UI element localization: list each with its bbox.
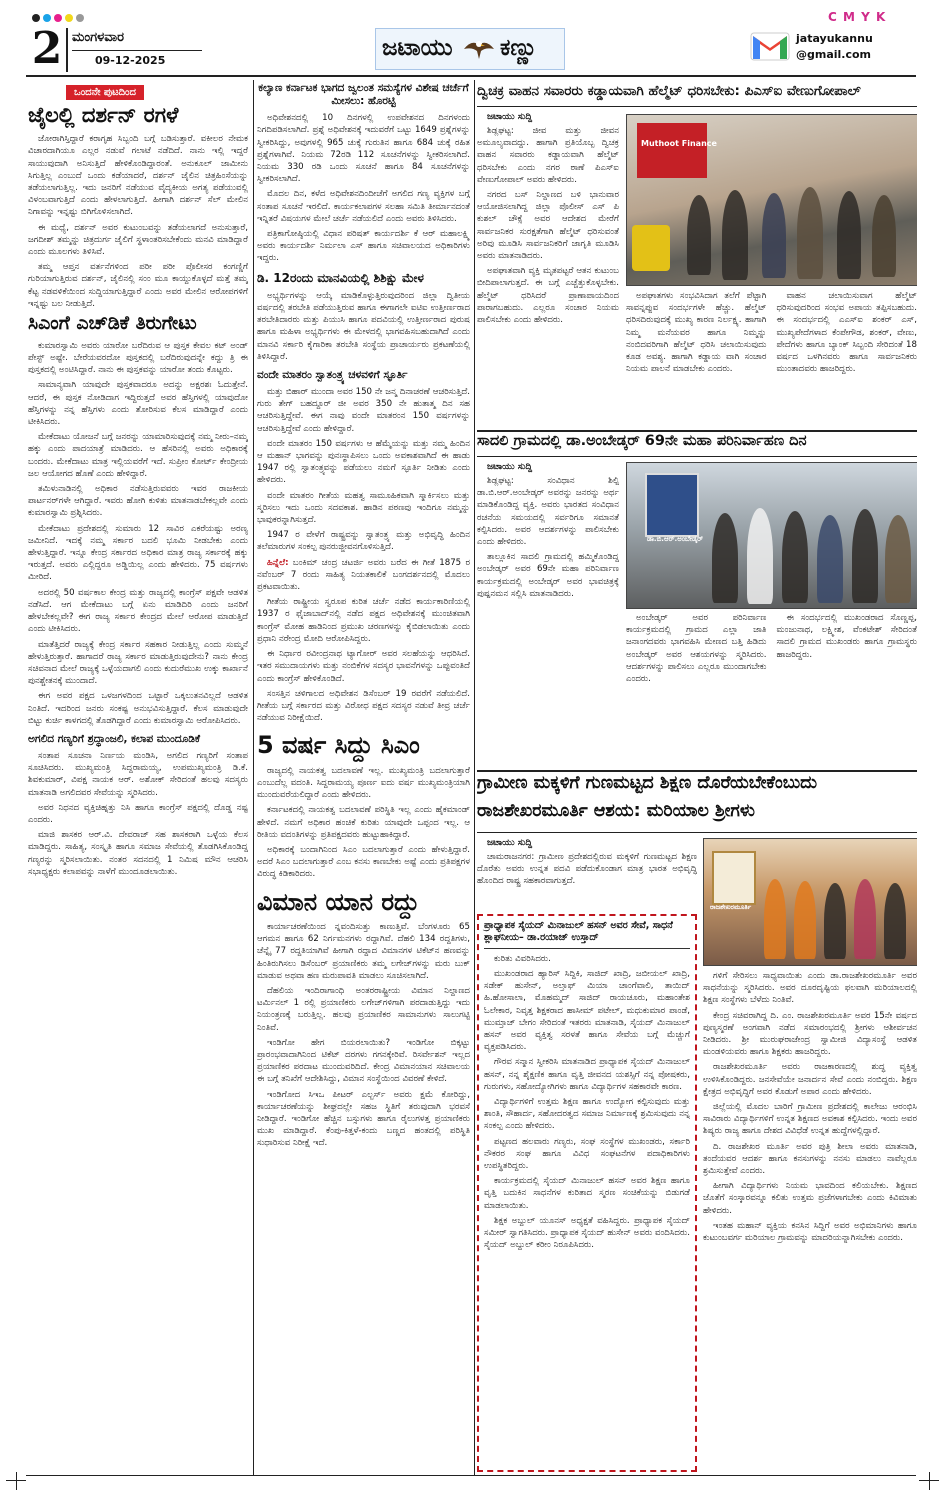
paragraph: ಅಪಘಾತವಾಗಿ ವ್ಯಕ್ತಿ ಮೃತಪಟ್ಟರೆ ಆತನ ಕುಟುಂಬ ಬೀದಿಪಾಲಾಗುತ್ತದೆ. ಈ ಬಗ್ಗೆ ಎಚ್ಚೆತ್ತುಕೊಳ್ಳಬೇಕು. ಹೆಲ್ಮೆಟ್ ಧರಿಸಿದರೆ ಪ್ರಾಣಾಪಾಯದಿಂದ ಪಾರಾಗಬಹುದು. ಎಲ್ಲರೂ ಸಂಚಾರ ನಿಯಮ ಪಾಲಿಸಬೇಕು ಎಂದು ಹೇಳಿದರು.	[477, 266, 619, 326]
byline: ಜಟಾಯು ಸುದ್ದಿ	[487, 838, 533, 848]
headline-education-1: ಗ್ರಾಮೀಣ ಮಕ್ಕಳಿಗೆ ಗುಣಮಟ್ಟದ ಶಿಕ್ಷಣ ದೊರೆಯಬೇಕೆಂಬುದು	[477, 773, 818, 793]
ambedkar-photo	[626, 462, 917, 609]
ambedkar-text-left	[477, 460, 619, 765]
paragraph: ಗೀತೆಯ ರಾಷ್ಟ್ರೀಯ ಸ್ವರೂಪ ಕುರಿತ ಚರ್ಚೆ ನಡೆದ ಕಾರ್ಯಕಾರಿಣಿಯಲ್ಲಿ 1937 ರ ಫೈಜಾಬಾದ್‌ನಲ್ಲಿ ನಡೆದ ಪಕ್ಷದ ಅಧಿವೇಶನಕ್ಕೆ ಮುಂಚಿತವಾಗಿ ಕಾಂಗ್ರೆಸ್ ಮೋಹ ಹಾಡಿನಿಂದ ಪ್ರಮುಖ ಚರಣಗಳನ್ನು ಕೈಬಿಡಲಾಯಿತು ಎಂದು ಪ್ರಧಾನಿ ನರೇಂದ್ರ ಮೋದಿ ಆರೋಪಿಸಿದ್ದರು.	[257, 597, 470, 644]
paragraph: ಮೇಕೆದಾಟು ಯೋಜನೆ ಬಗ್ಗೆ ಜನರನ್ನು ಯಾಮಾರಿಸುವುದಕ್ಕೆ ನಮ್ಮ ನೀರು–ನಮ್ಮ ಹಕ್ಕು ಎಂದು ಪಾದಯಾತ್ರೆ ಮಾಡಿದರು. ಆ ಹೆಸರಿನಲ್ಲಿ ಅವರು ಅಧಿಕಾರಕ್ಕೆ ಬಂದರು. ಮೇಕೆದಾಟು ಮಾತ್ರ ಇಲ್ಲಿಯವರೆಗೆ ಇದೆ. ಸುಪ್ರೀಂ ಕೋರ್ಟ್ ಕೇಂದ್ರೀಯ ಜಲ ಆಯೋಗದ ಹೊಣೆ ಎಂದು ಹೇಳಿದ್ದಾರೆ.	[28, 432, 248, 479]
headline-flights-cancelled: ವಿಮಾನ ಯಾನ ರದ್ದು	[257, 887, 420, 916]
logo	[375, 28, 565, 70]
headline-siddu-cm: 5 ವರ್ಷ ಸಿದ್ದು ಸಿಎಂ	[257, 731, 420, 760]
ambedkar-text-bottom	[626, 612, 917, 762]
logo-text-right: ಕಣ್ಣು	[500, 35, 538, 61]
headline-ambedkar: ಸಾದಲಿ ಗ್ರಾಮದಲ್ಲಿ ಡಾ.ಅಂಬೇಡ್ಕರ್ 69ನೇ ಮಹಾ ಪರಿನಿರ್ವಾಹಣ ದಿನ	[477, 433, 807, 449]
photo-caption: ರಾಜಶೇಖರಮೂರ್ತಿ	[710, 903, 752, 911]
paragraph: ಮೊದಲ ದಿನ, ಕಳೆದ ಅಧಿವೇಶನದಿಂದೀಚೆಗೆ ಅಗಲಿದ ಗಣ್ಯ ವ್ಯಕ್ತಿಗಳ ಬಗ್ಗೆ ಸಂತಾಪ ಸೂಚನೆ ಇರಲಿದೆ. ಕಾರ್ಯಕಲಾಪಗಳ ಸಲಹಾ ಸಮಿತಿ ತೀರ್ಮಾನದಂತೆ ಇನ್ನಿತರೆ ವಿಷಯಗಳ ಮೇಲೆ ಚರ್ಚೆ ನಡೆಯಲಿದೆ ಎಂದು ಅವರು ತಿಳಿಸಿದರು.	[257, 189, 470, 224]
registration-dots	[32, 13, 94, 23]
paragraph: ಅದರಲ್ಲಿ 50 ವರ್ಷಕಾಲ ಕೇಂದ್ರ ಮತ್ತು ರಾಜ್ಯದಲ್ಲಿ ಕಾಂಗ್ರೆಸ್ ಪಕ್ಷವೇ ಆಡಳಿತ ನಡೆಸಿದೆ. ಆಗ ಮೇಕೆದಾಟು ಬಗ್ಗೆ ಏನು ಮಾಡಿದಿರಿ ಎಂದು ಜನರಿಗೆ ಹೇಳಬೇಕಲ್ಲವೇ? ಈಗ ರಾಜ್ಯ ಸರ್ಕಾರ ಕೇಂದ್ರದ ಮೇಲೆ ಆರೋಪ ಮಾಡುತ್ತಿದೆ ಎಂದು ಟೀಕಿಸಿದರು.	[28, 587, 248, 635]
paragraph: ಇಂಡಿಗೋ ಹೇಗ ಬಿಯರಲಾಯಿತು? ಇಂಡಿಗೋ ಬಿಕ್ಕಟ್ಟು ಪ್ರಾರಂಭವಾದಾಗಿನಿಂದ ಟಿಕೆಟ್ ದರಗಳು ಗಗನಕ್ಕೇರಿವೆ. ರಿಸರ್ವೇಶನ್ ಇಲ್ಲದ ಪ್ರಯಾಣಿಕರ ಪರದಾಟ ಮುಂದುವರಿದಿದೆ. ಕೇಂದ್ರ ವಿಮಾನಯಾನ ಸಚಿವಾಲಯ ಈ ಬಗ್ಗೆ ತನಿಖೆಗೆ ಆದೇಶಿಸಿದ್ದು, ವಿಮಾನ ಸಂಸ್ಥೆಯಿಂದ ವಿವರಣೆ ಕೇಳಿದೆ.	[257, 1037, 470, 1085]
headline-kalyana: ಕಲ್ಯಾಣ ಕರ್ನಾಟಕ ಭಾಗದ ಜ್ವಲಂತ ಸಮಸ್ಯೆಗಳ ವಿಶೇಷ ಚರ್ಚೆಗೆ ಮೀಸಲು: ಹೊರಟ್ಟಿ	[258, 82, 469, 108]
paragraph: ಹೀಗಾಗಿ ವಿದ್ಯಾರ್ಥಿಗಳು ನಿಯಮ ಭಾವದಿಂದ ಕಲಿಯಬೇಕು. ಶಿಕ್ಷಣದ ಜೊತೆಗೆ ಸಂಸ್ಕಾರವನ್ನೂ ಕಲಿತು ಉತ್ತಮ ಪ್ರಜೆಗಳಾಗಬೇಕು ಎಂದು ಕಿವಿಮಾತು ಹೇಳಿದರು.	[703, 1181, 917, 1216]
photo-caption: Muthoot Finance	[641, 139, 717, 148]
paragraph: ಅಭ್ಯರ್ಥಿಗಳನ್ನು ಆಯ್ಕೆ ಮಾಡಿಕೊಳ್ಳುತ್ತಿರುವುದರಿಂದ ಜಿಲ್ಲಾ ದ್ವಿತೀಯ ವರ್ಷದಲ್ಲಿ ತರಬೇತಿ ಪಡೆಯುತ್ತಿರುವ ಹಾಗೂ ಈಗಾಗಲೇ ಐಟಿಐ ಉತ್ತೀರ್ಣರಾದ ತರಬೇತಿದಾರರು ಮತ್ತು ಪಿಯುಸಿ ಹಾಗೂ ಪದವಿಯಲ್ಲಿ ಉತ್ತೀರ್ಣರಾದ ಪುರುಷ ಹಾಗೂ ಮಹಿಳಾ ಅಭ್ಯರ್ಥಿಗಳು ಈ ಮೇಳದಲ್ಲಿ ಭಾಗವಹಿಸಬಹುದಾಗಿದೆ ಎಂದು ಮಾನವಿ ಸರ್ಕಾರಿ ಕೈಗಾರಿಕಾ ತರಬೇತಿ ಸಂಸ್ಥೆಯ ಪ್ರಾಚಾರ್ಯರು ಪ್ರಕಟಣೆಯಲ್ಲಿ ತಿಳಿಸಿದ್ದಾರೆ.	[257, 290, 470, 362]
byline: ಜಟಾಯು ಸುದ್ದಿ	[487, 112, 533, 122]
page-number: 2	[31, 23, 63, 74]
headline-helmet: ದ್ವಿಚಕ್ರ ವಾಹನ ಸವಾರರು ಕಡ್ಡಾಯವಾಗಿ ಹೆಲ್ಮೆಟ್ ಧರಿಸಬೇಕು: ಪಿಎಸ್‌ಐ ವೇಣುಗೋಪಾಲ್	[477, 83, 861, 99]
paragraph: ಅಧಿಕಾರಕ್ಕೆ ಬಂದಾಗಿನಿಂದ ಸಿಎಂ ಬದಲಾಗುತ್ತಾರೆ ಎಂದು ಹೇಳುತ್ತಿದ್ದಾರೆ. ಅದರೆ ಸಿಎಂ ಬದಲಾಗುತ್ತಾರೆ ಎಂಬ ಕನಸು ಕಾಣಬೇಕು ಅಷ್ಟೆ ಎಂದು ಪ್ರತಿಪಕ್ಷಗಳ ವಿರುದ್ಧ ಕಿಡಿಕಾರಿದರು.	[257, 844, 470, 880]
mariyala-intro	[477, 836, 697, 910]
paragraph: ರಾಜ್ಯದಲ್ಲಿ ನಾಯಕತ್ವ ಬದಲಾವಣೆ ಇಲ್ಲ. ಮುಖ್ಯಮಂತ್ರಿ ಬದಲಾಗುತ್ತಾರೆ ಎಂಬುದೆಲ್ಲ ವದಂತಿ. ಸಿದ್ದರಾಮಯ್ಯ ಪೂರ್ಣ ಐದು ವರ್ಷ ಮುಖ್ಯಮಂತ್ರಿಯಾಗಿ ಮುಂದುವರೆಯಲಿದ್ದಾರೆ ಎಂದು ಹೇಳಿದರು.	[257, 765, 470, 801]
paragraph: ಮಾಜಿ ಶಾಸಕರ ಆರ್.ವಿ. ದೇವರಾಜ್ ಸಹ ಶಾಸಕರಾಗಿ ಒಳ್ಳೆಯ ಕೆಲಸ ಮಾಡಿದ್ದರು. ಸಾಹಿತ್ಯ, ಸಂಸ್ಕೃತಿ ಹಾಗೂ ಸಮಾಜ ಸೇವೆಯಲ್ಲಿ ತೊಡಗಿಸಿಕೊಂಡಿದ್ದ ಗಣ್ಯರನ್ನು ಸ್ಮರಿಸಲಾಯಿತು. ನಂತರ ಸದನದಲ್ಲಿ 1 ನಿಮಿಷ ಮೌನ ಆಚರಿಸಿ ಸಭಾಧ್ಯಕ್ಷರು ಕಲಾಪವನ್ನು ನಾಳೆಗೆ ಮುಂದೂಡಲಾಯಿತು.	[28, 830, 248, 877]
paragraph: ಅಪಘಾತಗಳು ಸಂಭವಿಸಿದಾಗ ತಲೆಗೆ ಪೆಟ್ಟಾಗಿ ಸಾವನ್ನಪ್ಪುವ ಸಂದರ್ಭಗಳೇ ಹೆಚ್ಚು. ಹೆಲ್ಮೆಟ್ ಧರಿಸದಿರುವುದಕ್ಕೆ ಮುಖ್ಯ ಕಾರಣ ನಿರ್ಲಕ್ಷ್ಯ. ಹಾಗಾಗಿ ನಿಮ್ಮ ಮನೆಯವರ ಹಾಗೂ ನಿಮ್ಮನ್ನು ನಂಬಿದವರಿಗಾಗಿ ಹೆಲ್ಮೆಟ್ ಧರಿಸಿ ಚಲಾಯಿಸುವುದು ಕೂಡ ಅವಶ್ಯ. ಹಾಗಾಗಿ ಕಡ್ಡಾಯ ವಾಗಿ ಸಂಚಾರ ನಿಯಮ ಪಾಲನೆ ಮಾಡಬೇಕು ಎಂದರು.	[626, 291, 767, 375]
email-user[interactable]: jatayukannu	[796, 32, 873, 45]
paragraph: ಕುರಿತು ವಿವರಿಸಿದರು.	[494, 953, 551, 964]
logo-text-left: ಜಟಾಯು	[382, 35, 453, 61]
boxed-headline: ಪ್ರಾಧ್ಯಾಪಕ ಸೈಯದ್ ಮಿನಾಜುಲ್ ಹಸನ್ ಅವರ ಸೇವೆ, ಸಾಧನೆ ಶ್ಲಾಘನೀಯ– ಡಾ.ರಯಾಜ್ ಉಸ್ತಾದ್	[484, 920, 690, 949]
paragraph: ಪಟ್ಟಣದ ಹಲವಾರು ಗಣ್ಯರು, ಸಂಘ ಸಂಸ್ಥೆಗಳ ಮುಖಂಡರು, ಸರ್ಕಾರಿ ನೌಕರರ ಸಂಘ ಹಾಗೂ ವಿವಿಧ ಸಂಘಟನೆಗಳ ಪದಾಧಿಕಾರಿಗಳು ಉಪಸ್ಥಿತರಿದ್ದರು.	[484, 1136, 690, 1171]
paragraph-inline: ಬಂಕಿಮ್ ಚಂದ್ರ ಚಟರ್ಜಿ ಅವರು ಬರೆದ ಈ ಗೀತೆ 1875 ರ ನವೆಂಬರ್ 7 ರಂದು ಸಾಹಿತ್ಯ ನಿಯತಕಾಲಿಕೆ ಬಂಗದರ್ಶನದಲ್ಲಿ ಮೊದಲು ಪ್ರಕಟವಾಯಿತು.	[257, 557, 470, 593]
boxed-article	[477, 914, 697, 1472]
headline-tributes: ಅಗಲಿದ ಗಣ್ಯರಿಗೆ ಶ್ರದ್ಧಾಂಜಲಿ, ಕಲಾಪ ಮುಂದೂಡಿಕೆ	[28, 732, 201, 745]
headline-apprentice-fair: ಡಿ. 12ರಂದು ಮಾನವಿಯಲ್ಲಿ ಶಿಶಿಕ್ಷು ಮೇಳ	[257, 270, 424, 285]
paragraph: ಸಂತಾಪ ಸೂಚನಾ ನಿರ್ಣಯ ಮಂಡಿಸಿ, ಅಗಲಿದ ಗಣ್ಯರಿಗೆ ಸಂತಾಪ ಸೂಚಿಸಿದರು. ಮುಖ್ಯಮಂತ್ರಿ ಸಿದ್ದರಾಮಯ್ಯ, ಉಪಮುಖ್ಯಮಂತ್ರಿ ಡಿ.ಕೆ. ಶಿವಕುಮಾರ್, ವಿಪಕ್ಷ ನಾಯಕ ಆರ್. ಅಶೋಕ್ ಸೇರಿದಂತೆ ಹಲವು ಸದಸ್ಯರು ಮಾತನಾಡಿ ಅಗಲಿದವರ ಸೇವೆಯನ್ನು ಸ್ಮರಿಸಿದರು.	[28, 751, 248, 798]
email-domain[interactable]: @gmail.com	[796, 48, 872, 61]
kicker-badge: ಒಂದನೇ ಪುಟದಿಂದ	[66, 85, 144, 100]
crop-mark	[16, 1472, 17, 1490]
background-label: ಹಿನ್ನೆಲೆ:	[267, 557, 289, 568]
paragraph: ತಮಿಳುನಾಡಿನಲ್ಲಿ ಅಧಿಕಾರ ನಡೆಸುತ್ತಿರುವವರು ಇವರ ರಾಜಕೀಯ ಪಾರ್ಟನರ್‌ಗಳೇ ಆಗಿದ್ದಾರೆ. ಇವರು ಹೋಗಿ ಕುಳಿತು ಮಾತನಾಡಬೇಕಲ್ಲವೇ ಎಂದು ಕುಮಾರಸ್ವಾಮಿ ಪ್ರಶ್ನಿಸಿದರು.	[28, 484, 248, 519]
paragraph: ಇಂಡಿಗೋದ ಸಿಇಒ ಪೀಟರ್ ಎಲ್ಬರ್ಸ್ ಅವರು ಕ್ಷಮೆ ಕೋರಿದ್ದು, ಕಾರ್ಯಾಚರಣೆಯನ್ನು ಶೀಘ್ರದಲ್ಲೇ ಸಹಜ ಸ್ಥಿತಿಗೆ ತರುವುದಾಗಿ ಭರವಸೆ ನೀಡಿದ್ದಾರೆ. ಇಂಡಿಗೋ ಹೆಚ್ಚಿನ ಬಸ್ಸುಗಳು ಹಾಗೂ ರೈಲುಗಳತ್ತ ಪ್ರಯಾಣಿಕರು ಮುಖ ಮಾಡಿದ್ದಾರೆ. ಕೆಂಪು-ಕಿತ್ತಳೆ-ಕಂದು ಬಣ್ಣದ ಹಂತದಲ್ಲಿ ಪರಿಸ್ಥಿತಿ ಸುಧಾರಿಸುವ ನಿರೀಕ್ಷೆ ಇದೆ.	[257, 1089, 470, 1149]
paragraph: ಮೇಕೆದಾಟು ಪ್ರದೇಶದಲ್ಲಿ ಸುಮಾರು 12 ಸಾವಿರ ಎಕರೆಯಷ್ಟು ಅರಣ್ಯ ಜಮೀನಿದೆ. ಇದಕ್ಕೆ ನಮ್ಮ ಸರ್ಕಾರ ಬದಲಿ ಭೂಮಿ ನೀಡಬೇಕು ಎಂದು ಹೇಳುತ್ತಿದ್ದಾರೆ. ಇನ್ನೂ ಕೇಂದ್ರ ಸರ್ಕಾರದ ಅಧಿಕಾರ ಮಾತ್ರ ರಾಜ್ಯ ಸರ್ಕಾರಕ್ಕೆ ಹಕ್ಕು ಇರುತ್ತದೆ. ಅವರು ಎಲ್ಲಿದ್ದರೂ ಅಡ್ಡಿಯಿಲ್ಲ ಎಂದು ಹೇಳಿದರು. 75 ವರ್ಷಗಳು ಮೀರಿದೆ.	[28, 523, 248, 583]
masthead-rule	[26, 75, 916, 77]
paragraph: 1947 ರ ವೇಳೆಗೆ ರಾಷ್ಟ್ರವನ್ನು ಸ್ವಾತಂತ್ರ್ಯ ಮತ್ತು ಅಭಿವೃದ್ಧಿ ಹಿಂದಿನ ತಲೆಮಾರುಗಳ ಸಂಕಲ್ಪ ಪುನರುಜ್ಜೀವನಗೊಳಿಸುತ್ತಿದೆ.	[257, 530, 470, 553]
paragraph: ಕಾರ್ಯಾಚರಣೆಯಿಂದ ನ್ನವಂದಿಸುತ್ತು ಕಾಣುತ್ತಿವೆ. ಬೆಂಗಳೂರು 65 ಆಗಮನ ಹಾಗೂ 62 ನಿರ್ಗಮನಗಳು ರದ್ದಾಗಿವೆ. ದೆಹಲಿ 134 ರದ್ದತಿಗಳು, ಚೆನ್ನೈ 77 ರದ್ದತಿಯಾಗಿವೆ ಹೀಗಾಗಿ ರದ್ದಾದ ವಿಮಾನಗಳ ಟಿಕೆಟ್‌ನ ಹಣವನ್ನು ಹಿಂತಿರುಗಿಸಲು ಡಿಸೆಂಬರ್ ಪ್ರಯಾಣಿಕರು ತಮ್ಮ ಲಗೇಜ್‌ಗಳನ್ನು ಮರು ಬುಕ್ ಮಾಡುವ ಅಥವಾ ಹಣ ಮರುಪಾವತಿ ಮಾಡಲು ಸೂಚಿಸಲಾಗಿದೆ.	[257, 921, 470, 981]
paragraph: ತಮ್ಮ ಆಪ್ತನ ವರ್ತನೆಗಳಿಂದ ಪರೀ ಪರೀ ಪೊಲೀಸರ ಕಂಗಣ್ಣಿಗೆ ಗುರಿಯಾಗುತ್ತಿರುವ ದರ್ಶನ್, ಜೈಲಿನಲ್ಲಿ ಸಂಂ ಮೂ ಕಾಯ್ದುಕೊಳ್ಳದೆ ಮತ್ತೆ ತಮ್ಮ ಕೆಟ್ಟ ನಡವಳಿಕೆಯಿಂದ ಸುದ್ದಿಯಾಗುತ್ತಿದ್ದಾರೆ ಎಂದು ಅವರ ಮೇಲಿನ ಆರೋಪಗಳಿಗೆ ಇನ್ನಷ್ಟು ಬಲ ನೀಡುತ್ತಿದೆ.	[28, 262, 248, 309]
paragraph: ನಗರದ ಬಸ್ ನಿಲ್ದಾಣದ ಬಳಿ ಭಾನುವಾರ ಆಯೋಜಿಸಲಾಗಿದ್ದ ಜಿಲ್ಲಾ ಪೊಲೀಸ್ ಎಸ್ ಪಿ ಕುಶಲ್ ಚೌಕ್ಸೆ ಅವರ ಆದೇಶದ ಮೇರೆಗೆ ಸಾರ್ವಜನಿಕರ ಸುರಕ್ಷತೆಗಾಗಿ ಹೆಲ್ಮೆಟ್ ಧರಿಸುವಂತೆ ಅರಿವು ಮೂಡಿಸಿ ಸಾರ್ವಜನಿಕರಿಗೆ ಜಾಗೃತಿ ಮೂಡಿಸಿ ಅವರು ಮಾತನಾಡಿದರು.	[477, 190, 619, 262]
headline-hdk: ಸಿಎಂಗೆ ಎಚ್‌ಡಿಕೆ ತಿರುಗೇಟು	[28, 311, 197, 334]
byline: ಜಟಾಯು ಸುದ್ದಿ	[487, 462, 533, 472]
paragraph: ದಿ. ರಾಜಶೇಖರ ಮೂರ್ತಿ ಅವರ ಪುತ್ರಿ ಶೀಲಾ ಅವರು ಮಾತನಾಡಿ, ತಂದೆಯವರ ಆದರ್ಶ ಹಾಗೂ ಕನಸುಗಳನ್ನು ನನಸು ಮಾಡಲು ನಾವೆಲ್ಲರೂ ಶ್ರಮಿಸುತ್ತೇವೆ ಎಂದರು.	[703, 1141, 917, 1177]
paragraph: ಈ ನಿರ್ಧಾರ ರವೀಂದ್ರನಾಥ ಟ್ಯಾಗೋರ್ ಅವರ ಸಲಹೆಯನ್ನು ಆಧರಿಸಿದೆ. ಇತರ ಸಮುದಾಯಗಳು ಮತ್ತು ನಂಬಿಕೆಗಳ ಸದಸ್ಯರ ಭಾವನೆಗಳನ್ನು ಒಪ್ಪುವಂತಿದೆ ಎಂದು ಕಾಂಗ್ರೆಸ್ ಹೇಳಿಕೊಂಡಿದೆ.	[257, 649, 470, 684]
headline-vande-mataram: ವಂದೇ ಮಾತರಂ ಸ್ವಾತಂತ್ರ್ಯ ಚಳವಳಿಗೆ ಸ್ಫೂರ್ತಿ	[257, 368, 408, 381]
paragraph: ಜೋರಾಗಿಸ್ತಿದ್ದಾರೆ ಕರಾಗೃಹ ಸಿಬ್ಬಂದಿ ಬಗ್ಗೆ ಬಡಿಸುತ್ತಾರೆ. ವಕೀಲರ ನೇಮಕ ವಿಚಾರದಾಗಿಯೂ ಎಲ್ಲರ ನಡುವೆ ಗಲಾಟೆ ನಡೆದಿದೆ. ನಾನು ಇಲ್ಲಿ ಇದ್ದರೆ ಸಾಯುವುದಾಗಿ ಅನಿಸುತ್ತಿದೆ ಹೇಳಿಕೊಂಡಿದ್ದಾರಂತೆ. ಅನುಕೂಲ್ ಜಾಮೀನು ಸಿಗುತ್ತಿಲ್ಲ ಎಂಬುದೆ ಒಂದು ಕಡೆಯಾದರೆ, ದರ್ಶನ್ ಜೈಲಿನ ಚಿತ್ರಹಿಂಸೆಯನ್ನು ತಡೆಯಲಾಗುತ್ತಿಲ್ಲ. ಇದು ಜನರಿಗೆ ನಡೆಯುವ ವೈದ್ಯಕೀಯ ಅಗತ್ಯ ಪಡೆಯುವಲ್ಲಿ ವಿಳಂಬವಾಗುತ್ತಿದೆ ಎಂದು ಹೇಳಲಾಗುತ್ತಿದೆ. ಹೀಗಾಗಿ ದರ್ಶನ್ ಸೆಲ್ ಮೇಲಿನ ನಿಗಾವನ್ನು ಇನ್ನಷ್ಟು ಬಿಗಿಗೊಳಿಸಲಾಗಿದೆ.	[28, 134, 248, 218]
column-3	[477, 80, 917, 1472]
gmail-icon	[750, 30, 790, 62]
paragraph: ಸಾಮಾನ್ಯವಾಗಿ ಯಾವುದೇ ಪುಸ್ತಕವಾದರೂ ಅದನ್ನು ಅಕ್ಷರಶಃ ಓದುತ್ತೇನೆ. ಆದರೆ, ಈ ಪುಸ್ತಕ ನೋಡಿದಾಗ ಇದ್ದಿರುತ್ತದೆ ಅವರ ಹೆಸ್ತಿಗಳಲ್ಲಿ ಯಾವುದೋ ಹೆಸ್ತಿಗಳನ್ನು ನನ್ನ ಹೆಸ್ತಿಗಳು ಎಂದು ತೋರಿಸುವ ಕೆಲಸ ಮಾಡಿದ್ದಾರೆ ಎಂದು ಟೀಕಿಸಿದರು.	[28, 380, 248, 428]
paragraph: ಶಿಕ್ಷಕ ಅಬ್ದುಲ್ ಯೂನಸ್ ಅಧ್ಯಕ್ಷತೆ ವಹಿಸಿದ್ದರು. ಪ್ರಾಧ್ಯಾಪಕ ಸೈಯದ್ ಸಮೀರ್ ಸ್ವಾಗತಿಸಿದರು. ಪ್ರಾಧ್ಯಾಪಕ ಸೈಯದ್ ಹುಸೇನ್ ಅವರು ವಂದಿಸಿದರು. ಸೈಯದ್ ಅಬ್ದುಲ್ ಕರೀಂ ನಿರೂಪಿಸಿದರು.	[484, 1215, 690, 1251]
paragraph: ರಾಜಶೇಖರಮೂರ್ತಿ ಅವರು ರಾಜಕಾರಣದಲ್ಲಿ ಶುದ್ಧ ವ್ಯಕ್ತಿತ್ವ ಉಳಿಸಿಕೊಂಡಿದ್ದರು. ಜನಸೇವೆಯೇ ಜನಾರ್ದನ ಸೇವೆ ಎಂದು ನಂಬಿದ್ದರು. ಶಿಕ್ಷಣ ಕ್ಷೇತ್ರದ ಅಭಿವೃದ್ಧಿಗೆ ಅವರ ಕೊಡುಗೆ ಅಪಾರ ಎಂದು ಹೇಳಿದರು.	[703, 1062, 917, 1097]
paragraph: ಶಿಡ್ಲಘಟ್ಟ: ಜೀವ ಮತ್ತು ಜೀವನ ಅಮೂಲ್ಯವಾದದ್ದು. ಹಾಗಾಗಿ ಪ್ರತಿಯೊಬ್ಬ ದ್ವಿಚಕ್ರ ವಾಹನ ಸವಾರರು ಕಡ್ಡಾಯವಾಗಿ ಹೆಲ್ಮೆಟ್ ಧರಿಸಬೇಕು ಎಂದು ನಗರ ಠಾಣೆ ಪಿಎಸ್‌ಐ ವೇಣುಗೋಪಾಲ್ ಅವರು ಹೇಳಿದರು.	[477, 126, 619, 185]
paragraph: ಗಳಿಗೆ ಸೇರಿಸಲು ಸಾಧ್ಯವಾಯಿತು ಎಂದು ಡಾ.ರಾಜಶೇಖರಮೂರ್ತಿ ಅವರ ಸಾಧನೆಯನ್ನು ಸ್ಮರಿಸಿದರು. ಅವರ ದೂರದೃಷ್ಟಿಯ ಫಲವಾಗಿ ಮರಿಯಾಲದಲ್ಲಿ ಶಿಕ್ಷಣ ಸಂಸ್ಥೆಗಳು ಬೆಳೆದು ನಿಂತಿವೆ.	[703, 971, 917, 1006]
weekday: ಮಂಗಳವಾರ	[72, 30, 125, 45]
headline-darshan: ಜೈಲಲ್ಲಿ ದರ್ಶನ್ ರಗಳೆ	[28, 103, 179, 127]
paragraph: ಮತ್ತು ಬಿಹಾರ್ ಮುಂದಾ ಅವರ 150 ನೇ ಜನ್ಮ ದಿನಾಚರಣೆ ಆಚರಿಸುತ್ತಿದೆ. ಗುರು ತೇಗ್ ಬಹದ್ದೂರ್ ಜೀ ಅವರ 350 ನೇ ಹುತಾತ್ಮ ದಿನ ಸಹ ಆಚರಿಸುತ್ತಿದ್ದೇವೆ. ಈಗ ನಾವು ವಂದೇ ಮಾತರಂನ 150 ವರ್ಷಗಳನ್ನು ಆಚರಿಸುತ್ತಿದ್ದೇವೆ ಎಂದು ಹೇಳಿದ್ದಾರೆ.	[257, 387, 470, 434]
paragraph: ಪತ್ರಿಕಾಗೋಷ್ಠಿಯಲ್ಲಿ ವಿಧಾನ ಪರಿಷತ್ ಕಾರ್ಯದರ್ಶಿ ಕೆ ಆರ್ ಮಹಾಲಕ್ಷ್ಮಿ ಅವರು ಕಾರ್ಯದರ್ಶಿ ನಿರ್ಮಲಾ ಎಸ್ ಹಾಗೂ ಸಚಿವಾಲಯದ ಅಧಿಕಾರಿಗಳು ಇದ್ದರು.	[257, 229, 470, 264]
paragraph: ವಂದೇ ಮಾತರಂ 150 ವರ್ಷಗಳು ಆ ಹೆಮ್ಮೆಯನ್ನು ಮತ್ತು ನಮ್ಮ ಹಿಂದಿನ ಆ ಮಹಾನ್ ಭಾಗವನ್ನು ಪುನಃಸ್ಥಾಪಿಸಲು ಒಂದು ಅವಕಾಶವಾಗಿದೆ ಈ ಹಾಡು 1947 ರಲ್ಲಿ ಸ್ವಾತಂತ್ರ್ಯವನ್ನು ಪಡೆಯಲು ನಮಗೆ ಸ್ಫೂರ್ತಿ ನೀಡಿತು ಎಂದು ಹೇಳಿದರು.	[257, 438, 470, 486]
eagle-icon	[462, 35, 496, 63]
cmyk-label: C M Y K	[828, 10, 887, 24]
column-2	[257, 80, 470, 1472]
mariyala-photo	[703, 838, 917, 966]
headline-education-2: ರಾಜಶೇಖರಮೂರ್ತಿ ಆಶಯ: ಮರಿಯಾಲ ಶ್ರೀಗಳು	[477, 801, 755, 821]
helmet-text-bottom	[626, 290, 917, 425]
paragraph: ಕೇಂದ್ರ ಸಚಿವರಾಗಿದ್ದ ದಿ. ಎಂ. ರಾಜಶೇಖರಮೂರ್ತಿ ಅವರ 15ನೇ ವರ್ಷದ ಪುಣ್ಯಸ್ಮರಣೆ ಅಂಗವಾಗಿ ನಡೆದ ಸಮಾರಂಭದಲ್ಲಿ ಶ್ರೀಗಳು ಆಶೀರ್ವಚನ ನೀಡಿದರು. ಶ್ರೀ ಮುರುಘರಾಜೇಂದ್ರ ಸ್ವಾಮೀಜಿ ವಿದ್ಯಾಸಂಸ್ಥೆ ಆಡಳಿತ ಮಂಡಳಿಯವರು ಹಾಗೂ ಶಿಕ್ಷಕರು ಹಾಜರಿದ್ದರು.	[703, 1010, 917, 1058]
helmet-photo	[626, 114, 917, 286]
paragraph: ಈ ಮಧ್ಯೆ, ದರ್ಶನ್ ಅವರ ಕುಟುಂಬವನ್ನು ತಡೆಯಲಾಗದೆ ಅನುಸುತ್ತಾರೆ, ಜಗದೀಶ್ ತಮ್ಮನ್ನು ಚಿತ್ರದುರ್ಗ ಜೈಲಿಗೆ ಸ್ಥಳಾಂತರಿಸಬೇಕೆಂದು ಮನವಿ ಮಾಡಿದ್ದಾರೆ ಎಂದು ಮೂಲಗಳು ತಿಳಿಸಿವೆ.	[28, 222, 248, 257]
story-mariyala	[477, 836, 917, 1472]
story-ambedkar	[477, 460, 917, 765]
paragraph: ಅವರ ನಿಧನದ ವ್ಯಕ್ತಿಚಿಹ್ನತ್ತು ನಿಸಿ ಹಾಗೂ ಕಾಂಗ್ರೆಸ್ ಪಕ್ಷದಲ್ಲಿ ದೊಡ್ಡ ನಷ್ಟ ಎಂದರು.	[28, 802, 248, 826]
paragraph: ವಿದ್ಯಾರ್ಥಿಗಳಿಗೆ ಉತ್ತಮ ಶಿಕ್ಷಣ ಹಾಗೂ ಉದ್ಯೋಗ ಕಲ್ಪಿಸುವುದು ಮತ್ತು ಶಾಂತಿ, ಸೌಹಾರ್ದ, ಸಹೋದರತ್ವದ ಸಮಾಜ ನಿರ್ಮಾಣಕ್ಕೆ ಶ್ರಮಿಸುವುದು ನನ್ನ ಸಂಕಲ್ಪ ಎಂದು ಹೇಳಿದರು.	[484, 1096, 690, 1132]
paragraph: ಸಂಸತ್ತಿನ ಚಳಿಗಾಲದ ಅಧಿವೇಶನ ಡಿಸೆಂಬರ್ 19 ರವರೆಗೆ ನಡೆಯಲಿದೆ. ಗೀತೆಯ ಬಗ್ಗೆ ಸರ್ಕಾರದ ಮತ್ತು ವಿರೋಧ ಪಕ್ಷದ ಸದಸ್ಯರ ನಡುವೆ ತೀವ್ರ ಚರ್ಚೆ ನಡೆಯುವ ನಿರೀಕ್ಷೆಯಿದೆ.	[257, 688, 470, 724]
paragraph: ಚಾಮರಾಜನಗರ: ಗ್ರಾಮೀಣ ಪ್ರದೇಶದಲ್ಲಿರುವ ಮಕ್ಕಳಿಗೆ ಗುಣಮಟ್ಟದ ಶಿಕ್ಷಣ ದೊರೆತು ಅವರು ಉನ್ನತ ಪದವಿ ಪಡೆದುಕೊಂಡಾಗ ಮಾತ್ರ ಭಾರತ ಅಭಿವೃದ್ಧಿ ಹೊಂದಿದ ರಾಷ್ಟ್ರ ಸಹಕಾರವಾಗುತ್ತದೆ.	[477, 852, 697, 887]
paragraph: ಕಾರ್ಯಕ್ರಮದಲ್ಲಿ ಸೈಯದ್ ಮಿನಾಜುಲ್ ಹಸನ್ ಅವರ ಶಿಕ್ಷಣ ಹಾಗೂ ವೃತ್ತಿ ಬದುಕಿನ ಸಾಧನೆಗಳ ಕುರಿತಾದ ಸ್ಮರಣ ಸಂಚಿಕೆಯನ್ನು ಬಿಡುಗಡೆ ಮಾಡಲಾಯಿತು.	[484, 1176, 690, 1211]
paragraph: ಅಂಬೇಡ್ಕರ್ ಅವರ ಪರಿನಿರ್ವಾಣ ಕಾರ್ಯಕ್ರಮದಲ್ಲಿ ಗ್ರಾಮದ ಎಲ್ಲಾ ಜಾತಿ ಜನಾಂಗದವರು ಭಾಗವಹಿಸಿ ಮೇಣದ ಬತ್ತಿ ಹಿಡಿದು ಅಂಬೇಡ್ಕರ್ ಅವರ ಆಶಯಗಳನ್ನು ಸ್ಮರಿಸಿದರು. ಆದರ್ಶಗಳನ್ನು ಪಾಲಿಸಲು ಎಲ್ಲರೂ ಮುಂದಾಗಬೇಕು ಎಂದರು.	[626, 613, 767, 685]
column-1	[28, 80, 248, 1472]
paragraph: ವಾಹನ ಚಲಾಯಿಸುವಾಗ ಹೆಲ್ಮೆಟ್ ಧರಿಸುವುದರಿಂದ ಸಂಭವ ಅಪಾಯ ತಪ್ಪಿಸಬಹುದು. ಈ ಸಂದರ್ಭದಲ್ಲಿ ಎಎಸ್‌ಐ ಶಂಕರ್ ಎಸ್, ಮುಖ್ಯಪೇದೆಗಳಾದ ಕೆಂಪೇಗೌಡ, ಶಂಕರ್, ವೇಣು, ಪೇದೆಗಳು ಹಾಗೂ ಬ್ಯಾಂಕ್ ಸಿಬ್ಬಂದಿ ಸೇರಿದಂತೆ 18 ವರ್ಷದ ಒಳಗಿನವರು ಹಾಗೂ ಸಾರ್ವಜನಿಕರು ಮುಂತಾದವರು ಹಾಜರಿದ್ದರು.	[776, 291, 917, 375]
helmet-text-left	[477, 110, 619, 425]
paragraph: ಈ ಸಂದರ್ಭದಲ್ಲಿ ಮುಖಂಡರಾದ ಸೊಣ್ಣಪ್ಪ, ಮಂಜುನಾಥ, ಲಕ್ಷ್ಮೀಶ, ವೆಂಕಟೇಶ್ ಸೇರಿದಂತೆ ಸಾದಲಿ ಗ್ರಾಮದ ಮುಖಂಡರು ಹಾಗೂ ಗ್ರಾಮಸ್ಥರು ಹಾಜರಿದ್ದರು.	[776, 613, 917, 660]
paragraph	[257, 557, 470, 594]
photo-caption: ಡಾ.ಬಿ.ಆರ್.ಅಂಬೇಡ್ಕರ್	[647, 535, 704, 543]
paragraph: ಈಗ ಅವರ ಪಕ್ಷದ ಒಳಜಗಳದಿಂದ ಒಟ್ಟಾರೆ ಒಕ್ಕಲುತನವಿಲ್ಲದೆ ಆಡಳಿತ ನಿಂತಿದೆ. ಇದರಿಂದ ಜನರು ಸಂಕಷ್ಟ ಅನುಭವಿಸುತ್ತಿದ್ದಾರೆ. ಕೆಲಸ ಮಾಡುವುದೇ ಬಿಟ್ಟು ಕುರ್ಚಿ ಕಾಳಗದಲ್ಲಿ ತೊಡಗಿದ್ದಾರೆ ಎಂದು ಕುಮಾರಸ್ವಾಮಿ ಆರೋಪಿಸಿದರು.	[28, 691, 248, 726]
paragraph: ಕುಮಾರಸ್ವಾಮಿ ಅವರು ಯಾರೋ ಬರೆದಿರುವ ಆ ಪುಸ್ತಕ ಕೇವಲ ಕಟ್ ಅಂಡ್ ಪೇಸ್ಟ್ ಅಷ್ಟೇ. ಬೇರೆಯವರದೋ ಪುಸ್ತಕದಲ್ಲಿ ಬರೆದಿರುವುದನ್ನೇ ಕದ್ದು ತ್ರಿ ಈ ಪುಸ್ತಕದಲ್ಲಿ ಅಂಟಿಸಿದ್ದಾರೆ. ನಾನು ಈ ಪುಸ್ತಕವನ್ನು ಯಾರೋ ತಂದು ಕೊಟ್ಟರು.	[28, 340, 248, 376]
paragraph: ಗೌರವ ಸನ್ಮಾನ ಸ್ವೀಕರಿಸಿ ಮಾತನಾಡಿದ ಪ್ರಾಧ್ಯಾಪಕ ಸೈಯದ್ ಮಿನಾಜುಲ್ ಹಸನ್, ನನ್ನ ಶೈಕ್ಷಣಿಕ ಹಾಗೂ ವೃತ್ತಿ ಜೀವನದ ಯಶಸ್ಸಿಗೆ ನನ್ನ ಪೋಷಕರು, ಗುರುಗಳು, ಸಹೋದ್ಯೋಗಿಗಳು ಹಾಗೂ ವಿದ್ಯಾರ್ಥಿಗಳ ಸಹಕಾರವೇ ಕಾರಣ.	[484, 1057, 690, 1092]
paragraph: ಕರ್ನಾಟಕದಲ್ಲಿ ನಾಯಕತ್ವ ಬದಲಾವಣೆ ಪರಿಸ್ಥಿತಿ ಇಲ್ಲ ಎಂದು ಹೈಕಮಾಂಡ್ ಹೇಳಿದೆ. ನಮಗೆ ಅಧಿಕಾರ ಹಂಚಿಕೆ ಕುರಿತು ಯಾವುದೇ ಒಪ್ಪಂದ ಇಲ್ಲ. ಆ ರೀತಿಯ ವದಂತಿಗಳನ್ನು ಪ್ರತಿಪಕ್ಷದವರು ಹುಟ್ಟುಹಾಕಿದ್ದಾರೆ.	[257, 805, 470, 840]
paragraph: ತಾಲ್ಲೂಕಿನ ಸಾದಲಿ ಗ್ರಾಮದಲ್ಲಿ ಹಮ್ಮಿಕೊಂಡಿದ್ದ ಅಂಬೇಡ್ಕರ್ ಅವರ 69ನೇ ಮಹಾ ಪರಿನಿರ್ವಾಣ ಕಾರ್ಯಕ್ರಮದಲ್ಲಿ ಅಂಬೇಡ್ಕರ್ ಅವರ ಭಾವಚಿತ್ರಕ್ಕೆ ಪುಷ್ಪನಮನ ಸಲ್ಲಿಸಿ ಮಾತನಾಡಿದರು.	[477, 552, 619, 599]
mariyala-text-right	[703, 970, 917, 1470]
paragraph: ಶಿಡ್ಲಘಟ್ಟ: ಸಂವಿಧಾನ ಶಿಲ್ಪಿ ಡಾ.ಬಿ.ಆರ್.ಅಂಬೇಡ್ಕರ್ ಅವರನ್ನು ಜನರನ್ನು ಅರ್ಥ ಮಾಡಿಕೊಂಡಿದ್ದ ವ್ಯಕ್ತಿ. ಅವರು ಭಾರತದ ಸಂವಿಧಾನ ರಚನೆಯ ಸಮಯದಲ್ಲಿ ಸರ್ವರಿಗೂ ಸಮಾನತೆ ಕಲ್ಪಿಸಿದರು. ಅವರ ಆದರ್ಶಗಳನ್ನು ಪಾಲಿಸಬೇಕು ಎಂದು ಹೇಳಿದರು.	[477, 476, 619, 548]
paragraph: ಮುಖಂಡರಾದ ಹ್ಯಾರಿಸ್ ಸಿದ್ದಿಕಿ, ಸಾಜಿದ್ ಖಾದ್ರಿ, ಜಬೀಯಲ್ ಖಾದ್ರಿ, ಸಡೇಕ್ ಹುಸೇನ್, ಅಲ್ತಾಫ್ ಮಿಯಾ ಚಾಂಗೆವಾಲಿ, ತಾಯಿದ್ ಹಿ.ಹೋಸಾಲಾ, ಮೊಹಮ್ಮದ್ ಸಾಜಿದ್ ರಾಯಚೂರು, ಮಹಾಂತೇಶ ಓಲೇಕಾರ, ನಿವೃತ್ತ ಶಿಕ್ಷಕರಾದ ಹಾಸೀಮ್ ಪಟೇಲ್, ಮಧುಕುಮಾರ ಪಾಂಡೆ, ಮುಮ್ತಾಜ್ ಬೇಗಂ ಸೇರಿದಂತೆ ಇತರರು ಮಾತನಾಡಿ, ಸೈಯದ್ ಮಿನಾಜುಲ್ ಹಸನ್ ಅವರ ವ್ಯಕ್ತಿತ್ವ ಸರಳತೆ ಹಾಗೂ ಸೇವೆಯ ಬಗ್ಗೆ ಮೆಚ್ಚುಗೆ ವ್ಯಕ್ತಪಡಿಸಿದರು.	[484, 968, 690, 1053]
issue-date: 09-12-2025	[95, 54, 166, 67]
story-helmet	[477, 110, 917, 425]
paragraph: ದೆಹಲಿಯ ಇಂದಿರಾಗಾಂಧಿ ಅಂತರರಾಷ್ಟ್ರೀಯ ವಿಮಾನ ನಿಲ್ದಾಣದ ಟರ್ಮಿನಲ್ 1 ರಲ್ಲಿ ಪ್ರಯಾಣಿಕರು ಲಗೇಜ್‌ಗಳಿಗಾಗಿ ಪರದಾಡುತ್ತಿದ್ದು ಇದು ನಿಯಂತ್ರಣಕ್ಕೆ ಬರುತ್ತಿಲ್ಲ. ಹಲವು ಪ್ರಯಾಣಿಕರ ಸಾಮಾನುಗಳು ಸಾಲುಗಟ್ಟಿ ನಿಂತಿವೆ.	[257, 985, 470, 1033]
paragraph: ಅಧಿವೇಶನದಲ್ಲಿ 10 ದಿನಗಳಲ್ಲಿ ಉಪವೇಶನದ ದಿನಗಳಂದು ನಿಗದಿಪಡಿಸಲಾಗಿದೆ. ಪ್ರಶ್ನೆ ಅಧಿವೇಶನಕ್ಕೆ ಇದುವರೆಗೆ ಒಟ್ಟು 1649 ಪ್ರಶ್ನೆಗಳನ್ನು ಸ್ವೀಕರಿಸಿದ್ದು, ಅವುಗಳಲ್ಲಿ 965 ಚುಕ್ಕೆ ಗುರುತಿನ ಹಾಗೂ 684 ಚುಕ್ಕೆ ರಹಿತ ಪ್ರಶ್ನೆಗಳಾಗಿವೆ. ನಿಯಮ 72ರಡಿ 112 ಸೂಚನೆಗಳನ್ನು ಸ್ವೀಕರಿಸಲಾಗಿದೆ. ನಿಯಮ 330 ರಡಿ ಒಂದು ಸೂಚನೆ ಹಾಗೂ 84 ಸೂಚನೆಗಳನ್ನು ಸ್ವೀಕರಿಸಲಾಗಿದೆ.	[257, 113, 470, 185]
crop-mark	[929, 1472, 930, 1490]
paragraph: ಜಿಲ್ಲೆಯಲ್ಲಿ ಮೊದಲ ಬಾರಿಗೆ ಗ್ರಾಮೀಣ ಪ್ರದೇಶದಲ್ಲಿ ಕಾಲೇಜು ಆರಂಭಿಸಿ ಸಾವಿರಾರು ವಿದ್ಯಾರ್ಥಿಗಳಿಗೆ ಉನ್ನತ ಶಿಕ್ಷಣದ ಅವಕಾಶ ಕಲ್ಪಿಸಿದರು. ಇಂದು ಅವರ ಶಿಷ್ಯರು ರಾಜ್ಯ ಹಾಗೂ ದೇಶದ ವಿವಿಧೆಡೆ ಉನ್ನತ ಹುದ್ದೆಗಳಲ್ಲಿದ್ದಾರೆ.	[703, 1102, 917, 1137]
masthead	[0, 0, 945, 78]
paragraph: ಇಂತಹ ಮಹಾನ್ ವ್ಯಕ್ತಿಯ ಕನಸಿನ ಸಿದ್ದಿಗೆ ಅವರ ಅಭಿಮಾನಿಗಳು ಹಾಗೂ ಕುಟುಂಬವರ್ಗ ಮರಿಯಾಲ ಗ್ರಾಮವನ್ನು ಮಾದರಿಯನ್ನಾಗಿಸಬೇಕು ಎಂದರು.	[703, 1220, 917, 1244]
paragraph: ವಂದೇ ಮಾತರಂ ಗೀತೆಯ ಮಹತ್ವ ಸಾಮೂಹಿಕವಾಗಿ ಸ್ಮಾರ್ಕಿಸಲು ಮತ್ತು ಸ್ಮರಿಸಲು ಇದು ಒಂದು ಸದವಕಾಶ. ಹಾಡಿನ ಪಠಣವು ಇಂದಿಗೂ ನಮ್ಮನ್ನು ಭಾವುಕರನ್ನಾಗಿಸುತ್ತದೆ.	[257, 490, 470, 526]
paragraph: ಮಾತೆತ್ತಿದರೆ ರಾಜ್ಯಕ್ಕೆ ಕೇಂದ್ರ ಸರ್ಕಾರ ಸಹಕಾರ ನೀಡುತ್ತಿಲ್ಲ ಎಂದು ಸುಮ್ಮನೆ ಹೇಳುತ್ತಿರುತ್ತಾರೆ. ಹಾಗಾದರೆ ರಾಜ್ಯ ಸರ್ಕಾರ ಮಾಡುತ್ತಿರುವುದೇನು? ನಾನು ಕೇಂದ್ರ ಸಚಿವನಾದ ಮೇಲೆ ರಾಜ್ಯಕ್ಕೆ ಒಳ್ಳೆಯದಾಗಲಿ ಎಂದು ಕುದುರೆಮುಖ ಉಕ್ಕು ಕಾರ್ಖಾನೆ ಪುನಶ್ಚೇತನಕ್ಕೆ ಮುಂದಾದೆ.	[28, 639, 248, 687]
